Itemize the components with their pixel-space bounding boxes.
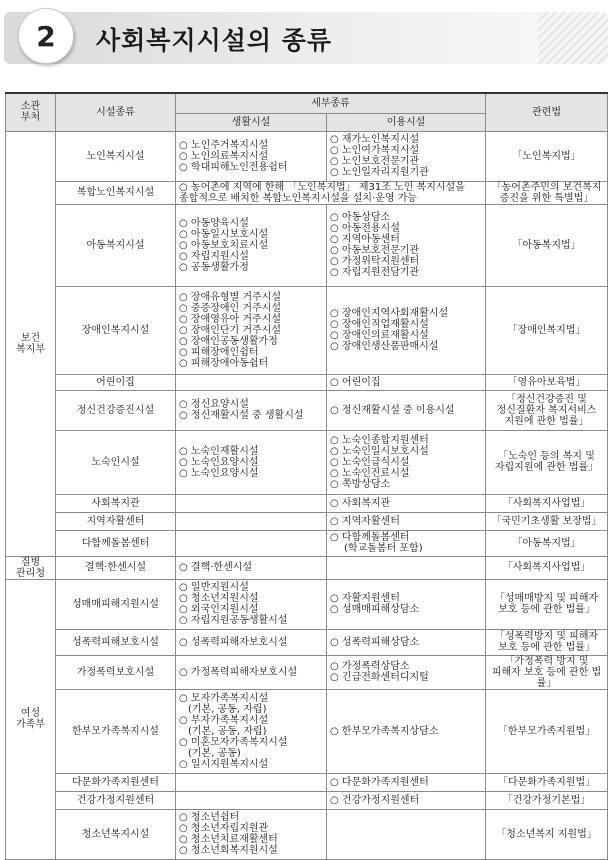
table-row: [6, 286, 608, 374]
living-facility-cell: [176, 809, 327, 859]
list-item: ○ 사회복지관: [330, 498, 482, 509]
related-law-cell: 「영유아보육법」: [486, 374, 608, 390]
list-item: ○ 정신재활시설 중 생활시설: [179, 410, 323, 421]
list-item: ○ 청소년자립지원관: [179, 823, 323, 834]
list-item: ○ 부자가족복지시설: [179, 715, 323, 726]
list-item: ○ 장애인공동생활가정: [179, 336, 323, 347]
usage-list: [330, 377, 482, 388]
list-item: ○ 자활지원센터: [330, 593, 482, 604]
facility-type-cell: 건강가정지원센터: [56, 791, 176, 809]
list-item: ○ 성매매피해상담소: [330, 604, 482, 615]
list-item: ○ 노숙인일시보호시설: [330, 446, 482, 457]
list-item: ○ 성폭력피해상담소: [330, 637, 482, 648]
usage-list: [330, 661, 482, 683]
usage-facility-cell: [327, 791, 486, 809]
living-facility-cell: [176, 530, 327, 556]
list-item: ○ 장애유형별 거주시설: [179, 292, 323, 303]
list-item: ○ 자립지원공동생활시설: [179, 615, 323, 626]
table-row: [6, 579, 608, 629]
facility-type-cell: 한부모가족복지시설: [56, 689, 176, 773]
list-item: ○ 청소년쉼터: [179, 812, 323, 823]
living-facility-cell: [176, 204, 327, 286]
list-item: ○ 자립지원시설: [179, 251, 323, 262]
page-title: 사회복지시설의 종류: [96, 26, 333, 55]
related-law-cell: 「청소년복지 지원법」: [486, 809, 608, 859]
related-law-cell: 「정신건강증진 및 정신질환자 복지서비스 지원에 관한 법률」: [486, 390, 608, 430]
list-item: ○ 노인일자리지원기관: [330, 167, 482, 178]
list-item-sub: (기본, 공동, 자립): [188, 725, 267, 737]
list-item: ○ 성폭력피해자보호시설: [179, 637, 323, 648]
list-item: ○ 다함께돌봄센터: [330, 532, 482, 543]
header-facility: 시설종류: [56, 93, 176, 131]
facility-type-cell: 정신건강증진시설: [56, 390, 176, 430]
merged-detail-cell: ○ 농어촌에 지역에 한해 「노인복지법」 제31조 노인 복지시설을 종합적으로 배치한 복합노인복지시설을 설치·운영 가능: [176, 181, 486, 204]
list-item: ○ 모자가족복지시설: [179, 693, 323, 704]
facility-type-cell: 복합노인복지시설: [56, 181, 176, 204]
living-list: [179, 292, 323, 369]
living-list: [179, 562, 323, 573]
related-law-cell: 「가정폭력 방지 및 피해자 보호 등에 관한 법률」: [486, 655, 608, 689]
usage-facility-cell: [327, 809, 486, 859]
living-facility-cell: [176, 286, 327, 374]
table-row: [6, 181, 608, 204]
list-item: ○ 장애인의료재활시설: [330, 330, 482, 341]
facility-type-cell: 노숙인시설: [56, 430, 176, 494]
list-item: ○ 일반지원시설: [179, 582, 323, 593]
living-facility-cell: [176, 689, 327, 773]
header-living: 생활시설: [176, 113, 327, 131]
usage-list: [330, 498, 482, 509]
facility-type-cell: 가정폭력보호시설: [56, 655, 176, 689]
table-row: [6, 204, 608, 286]
header-law: 관련법: [486, 93, 608, 131]
living-list: [179, 399, 323, 421]
living-facility-cell: [176, 579, 327, 629]
table-row: [6, 430, 608, 494]
usage-facility-cell: [327, 689, 486, 773]
list-item: ○ 장애인생산품판매시설: [330, 341, 482, 352]
table-row: [6, 629, 608, 655]
related-law-cell: 「농어촌주민의 보건복지 증진을 위한 특별법」: [486, 181, 608, 204]
related-law-cell: 「성매매방지 및 피해자 보호 등에 관한 법률」: [486, 579, 608, 629]
list-item: ○ 결핵·한센시설: [179, 562, 323, 573]
facility-type-cell: 성폭력피해보호시설: [56, 629, 176, 655]
list-item: ○ 아동일시보호시설: [179, 229, 323, 240]
group-disease-agency: 질병 관리청: [6, 556, 56, 579]
list-item: ○ 가정폭력피해자보호시설: [179, 667, 323, 678]
table-row: [6, 655, 608, 689]
header-detail: 세부종류: [176, 93, 486, 113]
group-health-welfare: 보건 복지부: [6, 131, 56, 556]
header-usage: 이용시설: [327, 113, 486, 131]
list-item: ○ 일시지원복지시설: [179, 759, 323, 770]
related-law-cell: 「사회복지사업법」: [486, 494, 608, 512]
usage-list: [330, 795, 482, 806]
related-law-cell: 「다문화가족지원법」: [486, 773, 608, 791]
list-item: ○ 어린이집: [330, 377, 482, 388]
living-facility-cell: [176, 430, 327, 494]
list-item: ○ 피해장애아동쉼터: [179, 358, 323, 369]
section-number-badge: 2: [18, 8, 74, 64]
facility-type-cell: 다함께돌봄센터: [56, 530, 176, 556]
usage-facility-cell: [327, 390, 486, 430]
usage-list: [330, 134, 482, 178]
related-law-cell: 「노인복지법」: [486, 131, 608, 181]
table-row: [6, 773, 608, 791]
list-item: ○ 가정폭력상담소: [330, 661, 482, 672]
related-law-cell: 「국민기초생활 보장법」: [486, 512, 608, 530]
list-item-sub: (기본, 공동): [188, 747, 241, 759]
usage-facility-cell: [327, 655, 486, 689]
list-item: ○ 장애인직업재활시설: [330, 319, 482, 330]
related-law-cell: 「건강가정기본법」: [486, 791, 608, 809]
group-women-family: 여성 가족부: [6, 579, 56, 859]
section-banner: [4, 4, 608, 70]
list-item: ○ 재가노인복지시설: [330, 134, 482, 145]
usage-list: [330, 516, 482, 527]
living-list: [179, 446, 323, 479]
usage-facility-cell: [327, 374, 486, 390]
usage-facility-cell: [327, 579, 486, 629]
living-facility-cell: [176, 773, 327, 791]
list-item: ○ 청소년회복지원시설: [179, 845, 323, 856]
living-list: [179, 140, 323, 173]
list-item: ○ 노숙인진료시설: [330, 468, 482, 479]
list-item-sub: (기본, 공동, 자립): [188, 703, 267, 715]
list-item: ○ 노인보호전문기관: [330, 156, 482, 167]
table-body: [6, 131, 608, 859]
list-item: ○ 자립지원전담기관: [330, 267, 482, 278]
list-item: ○ 학대피해노인전용쉼터: [179, 162, 323, 173]
facility-type-cell: 성매매피해지원시설: [56, 579, 176, 629]
related-law-cell: 「사회복지사업법」: [486, 556, 608, 579]
facility-type-cell: 청소년복지시설: [56, 809, 176, 859]
list-item: ○ 노인주거복지시설: [179, 140, 323, 151]
usage-list: [330, 637, 482, 648]
facility-type-cell: 결핵·한센시설: [56, 556, 176, 579]
usage-facility-cell: [327, 494, 486, 512]
list-item: ○ 노숙인요양시설: [179, 468, 323, 479]
living-facility-cell: [176, 131, 327, 181]
table-row: [6, 791, 608, 809]
table-row: [6, 131, 608, 181]
table-row: [6, 494, 608, 512]
living-facility-cell: [176, 494, 327, 512]
list-item-sub: (학교돌봄터 포함): [344, 543, 423, 554]
list-item: ○ 다문화가족지원센터: [330, 777, 482, 788]
living-list: [179, 582, 323, 626]
usage-list: [330, 777, 482, 788]
usage-list: [330, 212, 482, 278]
list-item: ○ 아동보호치료시설: [179, 240, 323, 251]
list-item: ○ 정신재활시설 중 이용시설: [330, 405, 482, 416]
list-item: ○ 중증장애인 거주시설: [179, 303, 323, 314]
table-row: [6, 556, 608, 579]
table-row: [6, 809, 608, 859]
related-law-cell: 「노숙인 등의 복지 및 자립지원에 관한 법률」: [486, 430, 608, 494]
list-item: ○ 아동보호전문기관: [330, 245, 482, 256]
living-list: [179, 693, 323, 770]
facility-type-cell: 지역자활센터: [56, 512, 176, 530]
table-row: [6, 374, 608, 390]
list-item: ○ 노숙인종합지원센터: [330, 435, 482, 446]
facility-type-cell: 사회복지관: [56, 494, 176, 512]
list-item: ○ 한부모가족복지상담소: [330, 726, 482, 737]
living-facility-cell: [176, 629, 327, 655]
living-facility-cell: [176, 655, 327, 689]
related-law-cell: 「장애인복지법」: [486, 286, 608, 374]
table-row: [6, 689, 608, 773]
list-item: ○ 노인의료복지시설: [179, 151, 323, 162]
living-facility-cell: [176, 374, 327, 390]
list-item: ○ 건강가정지원센터: [330, 795, 482, 806]
list-item: ○ 청소년치료재활센터: [179, 834, 323, 845]
table-row: [6, 512, 608, 530]
usage-facility-cell: [327, 530, 486, 556]
usage-facility-cell: [327, 430, 486, 494]
table-row: [6, 390, 608, 430]
usage-list: [330, 405, 482, 416]
list-item: ○ 노숙인요양시설: [179, 457, 323, 468]
living-list: [179, 637, 323, 648]
list-item: ○ 지역아동센터: [330, 234, 482, 245]
list-item: ○ 청소년지원시설: [179, 593, 323, 604]
usage-facility-cell: [327, 204, 486, 286]
list-item: ○ 긴급전화센터디지털: [330, 672, 482, 683]
list-item: ○ 정신요양시설: [179, 399, 323, 410]
list-item: ○ 장애인지역사회재활시설: [330, 308, 482, 319]
living-list: [179, 812, 323, 856]
list-item: ○ 노숙인급식시설: [330, 457, 482, 468]
usage-facility-cell: [327, 286, 486, 374]
usage-list: [330, 726, 482, 737]
list-item: ○ 외국인지원시설: [179, 604, 323, 615]
related-law-cell: 「아동복지법」: [486, 204, 608, 286]
facility-type-cell: 다문화가족지원센터: [56, 773, 176, 791]
facility-type-cell: 아동복지시설: [56, 204, 176, 286]
list-item: ○ 쪽방상담소: [330, 479, 482, 490]
usage-facility-cell: [327, 629, 486, 655]
usage-facility-cell: [327, 556, 486, 579]
header-ministry: 소관 부처: [6, 93, 56, 131]
living-facility-cell: [176, 791, 327, 809]
related-law-cell: 「성폭력방지 및 피해자 보호 등에 관한 법률」: [486, 629, 608, 655]
list-item: ○ 아동전용시설: [330, 223, 482, 234]
list-item: ○ 가정위탁지원센터: [330, 256, 482, 267]
list-item: ○ 지역자활센터: [330, 516, 482, 527]
list-item: ○ 공동생활가정: [179, 262, 323, 273]
list-item: ○ 장애영유아 거주시설: [179, 314, 323, 325]
facility-types-table: [5, 92, 608, 860]
list-item: ○ 아동양육시설: [179, 218, 323, 229]
usage-list: [330, 435, 482, 490]
table-row: [6, 530, 608, 556]
facility-type-cell: 노인복지시설: [56, 131, 176, 181]
usage-list: [330, 593, 482, 615]
living-facility-cell: [176, 512, 327, 530]
usage-facility-cell: [327, 512, 486, 530]
related-law-cell: 「한부모가족지원법」: [486, 689, 608, 773]
living-facility-cell: [176, 390, 327, 430]
list-item: ○ 장애인단기 거주시설: [179, 325, 323, 336]
list-item: ○ 아동상담소: [330, 212, 482, 223]
usage-facility-cell: [327, 131, 486, 181]
living-list: [179, 667, 323, 678]
living-list: [179, 218, 323, 273]
usage-facility-cell: [327, 773, 486, 791]
related-law-cell: 「아동복지법」: [486, 530, 608, 556]
list-item: ○ 피해장애인쉼터: [179, 347, 323, 358]
banner-stripe-pattern: [538, 12, 608, 64]
facility-type-cell: 장애인복지시설: [56, 286, 176, 374]
facility-type-cell: 어린이집: [56, 374, 176, 390]
list-item: ○ 노숙인재활시설: [179, 446, 323, 457]
list-item: ○ 노인여가복지시설: [330, 145, 482, 156]
usage-list: [330, 532, 482, 554]
living-facility-cell: [176, 556, 327, 579]
usage-list: [330, 308, 482, 352]
list-item: ○ 미혼모자가족복지시설: [179, 737, 323, 748]
